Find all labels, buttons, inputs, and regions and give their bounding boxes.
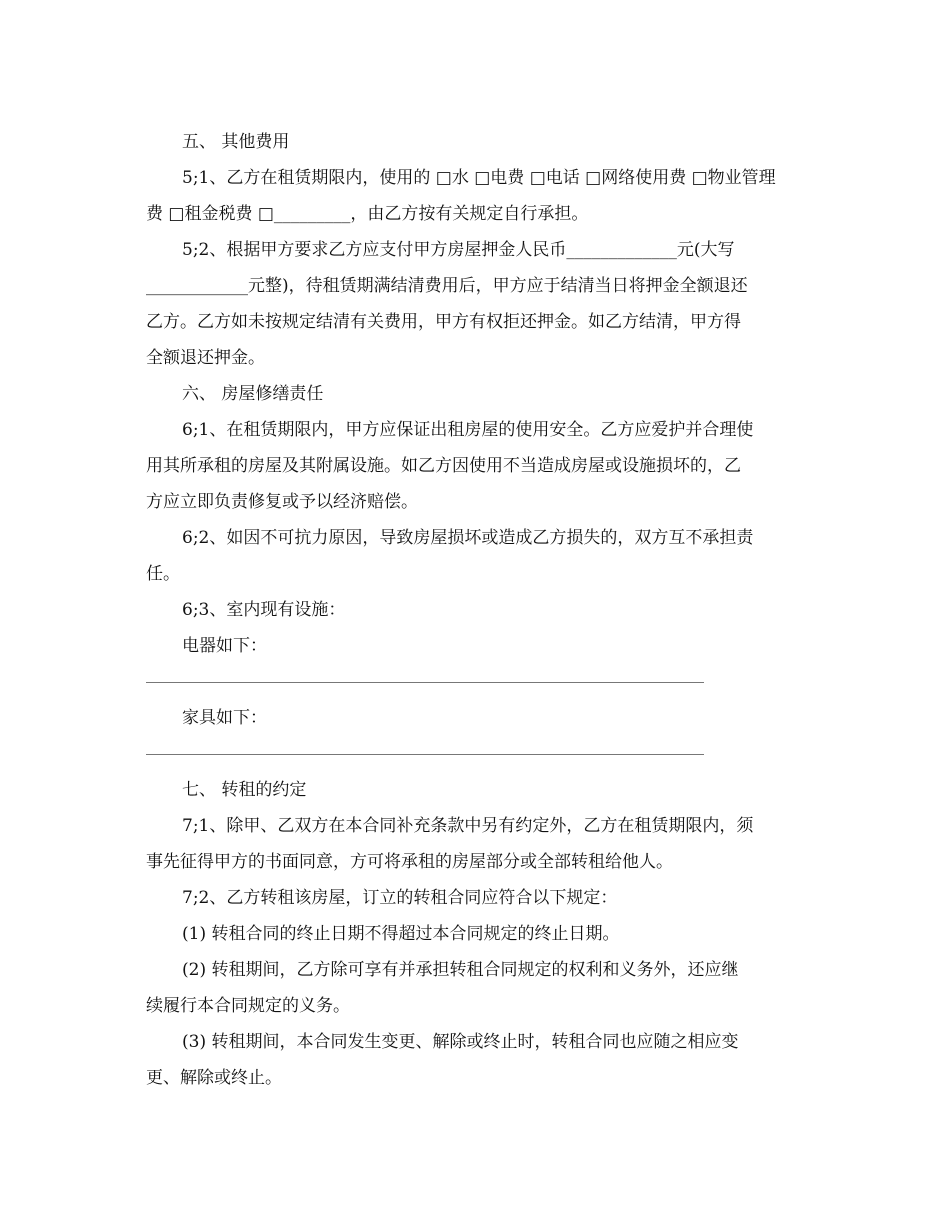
clause-6-2-line-2: 任。 bbox=[146, 564, 180, 584]
clause-5-2-line-1: 5;2、根据甲方要求乙方应支付甲方房屋押金人民币_____________元(大写 bbox=[182, 240, 735, 260]
clause-6-1-line-2: 用其所承租的房屋及其附属设施。如乙方因使用不当造成房屋或设施损坏的，乙 bbox=[146, 456, 741, 476]
sublease-rule-3-line-1: (3) 转租期间，本合同发生变更、解除或终止时，转租合同也应随之相应变 bbox=[182, 1032, 739, 1052]
appliances-fill-line bbox=[146, 682, 704, 683]
clause-7-1-line-2: 事先征得甲方的书面同意，方可将承租的房屋部分或全部转租给他人。 bbox=[146, 852, 673, 872]
sublease-rule-3-line-2: 更、解除或终止。 bbox=[146, 1068, 282, 1088]
section-6-heading: 六、 房屋修缮责任 bbox=[182, 384, 324, 404]
furniture-label: 家具如下： bbox=[182, 708, 267, 728]
clause-6-1-line-3: 方应立即负责修复或予以经济赔偿。 bbox=[146, 492, 418, 512]
clause-7-2: 7;2、乙方转租该房屋，订立的转租合同应符合以下规定： bbox=[182, 888, 618, 908]
clause-6-2-line-1: 6;2、如因不可抗力原因，导致房屋损坏或造成乙方损失的，双方互不承担责 bbox=[182, 528, 754, 548]
clause-7-1-line-1: 7;1、除甲、乙双方在本合同补充条款中另有约定外，乙方在租赁期限内，须 bbox=[182, 816, 754, 836]
clause-5-2-line-2: ____________元整)，待租赁期满结清费用后，甲方应于结清当日将押金全额退还 bbox=[146, 276, 748, 296]
clause-6-1-line-1: 6;1、在租赁期限内，甲方应保证出租房屋的使用安全。乙方应爱护并合理使 bbox=[182, 420, 754, 440]
sublease-rule-2-line-1: (2) 转租期间，乙方除可享有并承担转租合同规定的权利和义务外，还应继 bbox=[182, 960, 739, 980]
sublease-rule-2-line-2: 续履行本合同规定的义务。 bbox=[146, 996, 350, 1016]
clause-5-2-line-4: 全额退还押金。 bbox=[146, 348, 265, 368]
clause-5-1-line-1: 5;1、乙方在租赁期限内，使用的 □水 □电费 □电话 □网络使用费 □物业管理 bbox=[182, 168, 776, 188]
clause-6-3: 6;3、室内现有设施： bbox=[182, 600, 346, 620]
clause-5-2-line-3: 乙方。乙方如未按规定结清有关费用，甲方有权拒还押金。如乙方结清，甲方得 bbox=[146, 312, 741, 332]
clause-5-1-line-2: 费 □租金税费 □_________，由乙方按有关规定自行承担。 bbox=[146, 204, 589, 224]
document-page bbox=[146, 124, 806, 1096]
appliances-label: 电器如下： bbox=[182, 636, 267, 656]
sublease-rule-1: (1) 转租合同的终止日期不得超过本合同规定的终止日期。 bbox=[182, 924, 620, 944]
section-5-heading: 五、 其他费用 bbox=[182, 132, 290, 152]
section-7-heading: 七、 转租的约定 bbox=[182, 780, 307, 800]
furniture-fill-line bbox=[146, 754, 704, 755]
